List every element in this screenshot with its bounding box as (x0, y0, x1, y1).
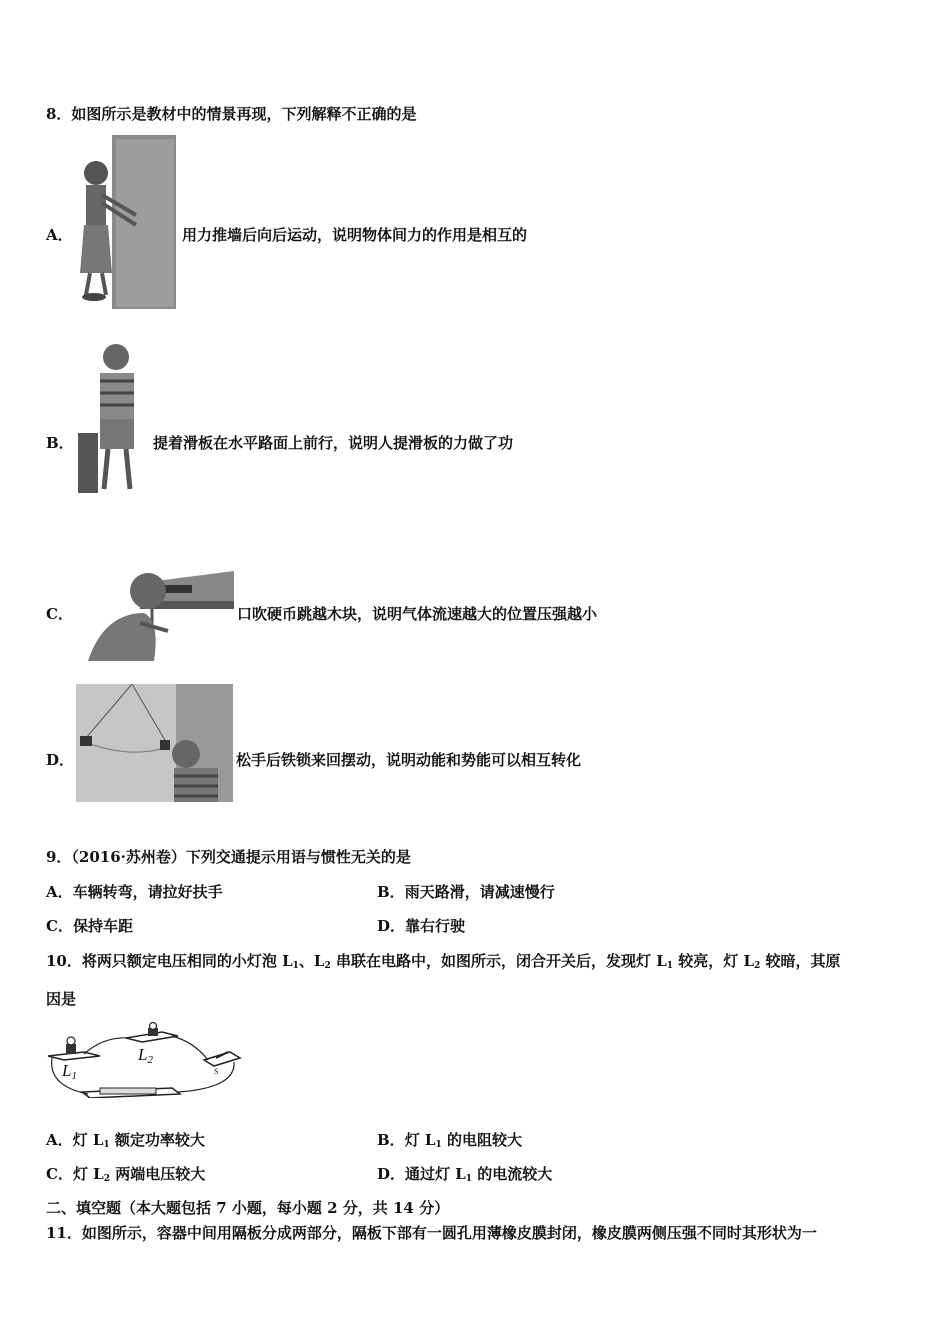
q9-option-d (377, 915, 465, 936)
q10-option-a-text: 灯 L (72, 1131, 104, 1149)
q8-option-d-label: D． (46, 751, 75, 769)
q10-stem-part: 10．将两只额定电压相同的小灯泡 L (46, 952, 293, 970)
q9-option-b-label: B． (377, 883, 405, 901)
circuit-l2-label: L (138, 1045, 148, 1064)
q10-stem-part: 较暗，其原 (760, 952, 841, 970)
section-heading: 二、填空题（本大题包括 7 小题，每小题 2 分，共 14 分） (46, 1199, 450, 1217)
pendulum-lock-illustration (76, 684, 233, 802)
q8-option-a-text: 用力推墙后向后运动，说明物体间力的作用是相互的 (182, 226, 528, 244)
q9-option-d-text: 靠右行驶 (405, 917, 466, 935)
q9-option-c (46, 915, 133, 936)
q8-option-c-text: 口吹硬币跳越木块，说明气体流速越大的位置压强越小 (237, 605, 598, 623)
svg-text:L1 (61, 1061, 77, 1082)
q10-stem-sub: 2 (754, 961, 761, 971)
q9-stem: 9．（2016·苏州卷）下列交通提示用语与惯性无关的是 (46, 848, 411, 866)
q10-option-c (46, 1163, 205, 1184)
circuit-l2-sub: 2 (147, 1054, 153, 1066)
q10-option-b-label: B． (377, 1131, 405, 1149)
q8-option-d-text: 松手后铁锁来回摆动，说明动能和势能可以相互转化 (236, 751, 582, 769)
q9-option-d-label: D． (377, 917, 406, 935)
svg-text:L2 (137, 1045, 153, 1066)
q10-option-a-sub: 1 (103, 1140, 110, 1150)
q10-option-a-text: 额定功率较大 (109, 1131, 205, 1149)
series-circuit-diagram (44, 1022, 244, 1098)
q8-stem: 8．如图所示是教材中的情景再现，下列解释不正确的是 (46, 105, 417, 123)
q10-option-d-text: 通过灯 L (405, 1165, 466, 1183)
q8-option-b-label: B． (46, 434, 74, 452)
circuit-switch-label: S (214, 1067, 219, 1076)
q10-option-b-text: 的电阻较大 (441, 1131, 522, 1149)
q10-stem-sub: 2 (324, 961, 331, 971)
q10-stem-part: 串联在电路中，如图所示，闭合开关后，发现灯 L (330, 952, 667, 970)
q9-option-a (46, 881, 223, 902)
q10-stem-line2: 因是 (46, 990, 77, 1008)
q10-option-a (46, 1129, 205, 1150)
q9-option-a-label: A． (46, 883, 73, 901)
q10-option-b (377, 1129, 522, 1150)
q10-option-c-sub: 2 (103, 1174, 110, 1184)
q8-option-a-label: A． (46, 226, 73, 244)
blow-coin-illustration (84, 561, 234, 663)
q11-stem: 11．如图所示，容器中间用隔板分成两部分，隔板下部有一圆孔用薄橡皮膜封闭，橡皮膜两侧压强不同时其形状为一 (46, 1224, 817, 1242)
q8-option-b-text: 提着滑板在水平路面上前行，说明人提滑板的力做了功 (153, 434, 514, 452)
q10-stem-part: 较亮，灯 L (673, 952, 755, 970)
q10-option-d-text: 的电流较大 (472, 1165, 553, 1183)
q9-option-a-text: 车辆转弯，请拉好扶手 (72, 883, 223, 901)
q10-option-b-sub: 1 (435, 1140, 442, 1150)
q10-stem-sub: 1 (666, 961, 674, 971)
circuit-l1-label: L (62, 1061, 72, 1080)
q10-option-c-text: 灯 L (72, 1165, 104, 1183)
q10-option-d-sub: 1 (465, 1174, 473, 1184)
q10-option-b-text: 灯 L (404, 1131, 436, 1149)
q10-option-c-label: C． (46, 1165, 73, 1183)
q10-option-a-label: A． (46, 1131, 73, 1149)
q10-option-d-label: D． (377, 1165, 406, 1183)
q10-stem (46, 950, 841, 971)
q10-option-d (377, 1163, 552, 1184)
q9-option-b (377, 881, 555, 902)
q9-option-b-text: 雨天路滑，请减速慢行 (404, 883, 555, 901)
skateboard-boy-illustration (76, 341, 148, 501)
q9-option-c-text: 保持车距 (72, 917, 133, 935)
q10-stem-part: 、L (298, 952, 325, 970)
push-wall-illustration (76, 133, 178, 311)
q10-stem-sub: 1 (292, 961, 299, 971)
q10-option-c-text: 两端电压较大 (110, 1165, 206, 1183)
q8-option-c-label: C． (46, 605, 73, 623)
circuit-l1-sub: 1 (71, 1070, 77, 1082)
q9-option-c-label: C． (46, 917, 73, 935)
